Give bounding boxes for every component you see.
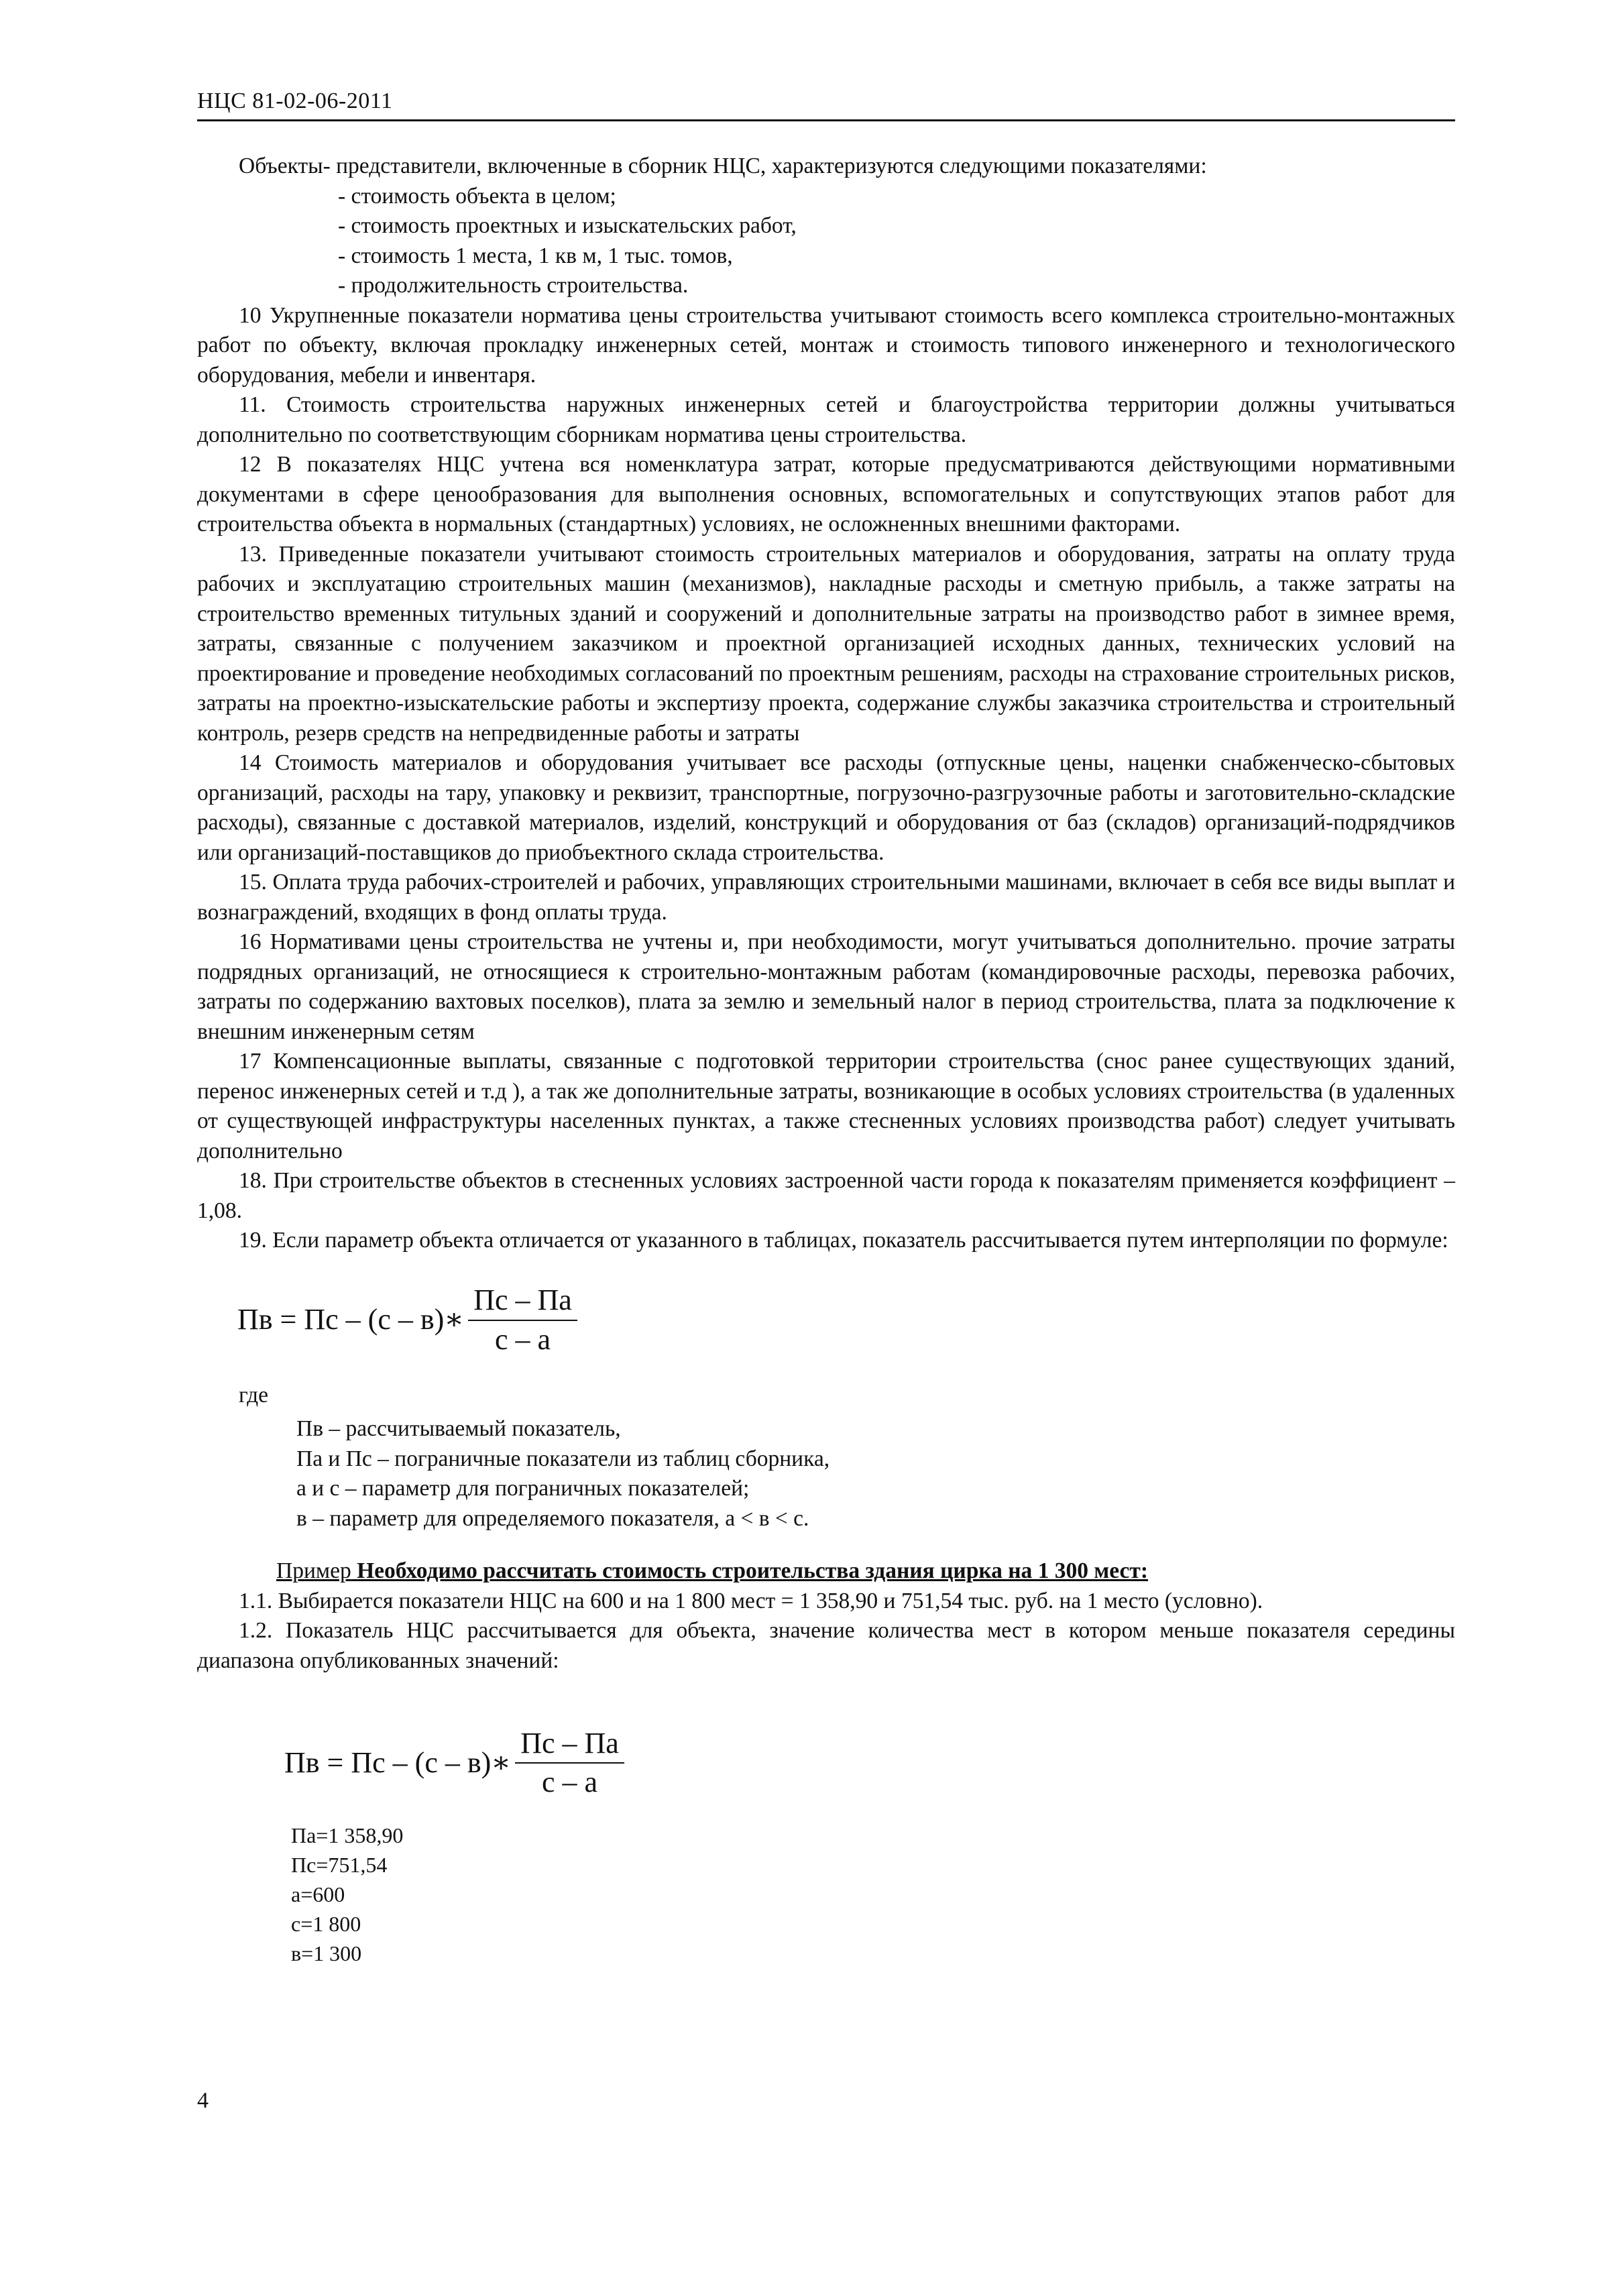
paragraph-16: 16 Нормативами цены строительства не учтены и, при необходимости, могут учитываться дополнительно. прочие затраты подрядных организаций, не относящиеся к строительно-монтажным работам (командировочные расходы, перевозка рабочих, затраты по содержанию вахтовых поселков), плата за землю и земельный налог в период строительства, плата за подключение к внешним инженерным сетям bbox=[197, 929, 1455, 1044]
paragraph-18: 18. При строительстве объектов в стесненных условиях застроенной части города к показателям применяется коэффициент – 1,08. bbox=[197, 1168, 1455, 1223]
example-heading bbox=[276, 1556, 1455, 1587]
paragraph-11: 11. Стоимость строительства наружных инженерных сетей и благоустройства территории должны учитываться дополнительно по соответствующим сборникам норматива цены строительства. bbox=[197, 392, 1455, 447]
indicator-item: - стоимость объекта в целом; bbox=[338, 183, 616, 209]
intro-paragraph: Объекты- представители, включенные в сборник НЦС, характеризуются следующими показателями: bbox=[239, 154, 1207, 178]
paragraph-15: 15. Оплата труда рабочих-строителей и рабочих, управляющих строительными машинами, включает в себя все виды выплат и вознаграждений, входящих в фонд оплаты труда. bbox=[197, 870, 1455, 925]
formula-numerator: Пс – Па bbox=[515, 1729, 624, 1764]
legend-item: Па и Пс – пограничные показатели из таблиц сборника, bbox=[296, 1446, 830, 1471]
paragraph-12: 12 В показателях НЦС учтена вся номенклатура затрат, которые предусматриваются действующими нормативными документами в сфере ценообразования для выполнения основных, вспомогательных и сопутствующих этапов работ для строительства объекта в нормальных (стандартных) условиях, не осложненных внешними факторами. bbox=[197, 452, 1455, 536]
formula-fraction bbox=[515, 1726, 624, 1798]
indicator-item: - стоимость проектных и изыскательских работ, bbox=[338, 213, 797, 238]
legend-item: в – параметр для определяемого показателя, а < в < с. bbox=[296, 1505, 809, 1531]
formula-lhs: Пв = Пс – (с – в)∗ bbox=[237, 1303, 465, 1336]
example-step-1: 1.1. Выбирается показатели НЦС на 600 и на 1 800 мест = 1 358,90 и 751,54 тыс. руб. на 1 место (условно). bbox=[239, 1588, 1263, 1613]
indicator-item: - стоимость 1 места, 1 кв м, 1 тыс. томов, bbox=[338, 243, 733, 268]
paragraph-13: 13. Приведенные показатели учитывают стоимость строительных материалов и оборудования, затраты на оплату труда рабочих и эксплуатацию строительных машин (механизмов), накладные расходы и сметную прибыль, а также затраты на строительство временных титульных зданий и сооружений и дополнительные затраты на производство работ в зимнее время, затраты, связанные с получением заказчиком и проектной организацией исходных данных, технических условий на проектирование и проведение необходимых согласований по проектным решениям, расходы на страхование строительных рисков, затраты на проектно-изыскательские работы и экспертизу проекта, содержание службы заказчика строительства и строительный контроль, резерв средств на непредвиденные работы и затраты bbox=[197, 541, 1455, 746]
example-label: Пример bbox=[276, 1558, 351, 1583]
example-title: Необходимо рассчитать стоимость строительства здания цирка на 1 300 мест: bbox=[357, 1558, 1149, 1583]
interpolation-formula bbox=[237, 1267, 1455, 1374]
example-formula bbox=[284, 1709, 1455, 1817]
indicator-list bbox=[197, 182, 1455, 301]
formula-numerator: Пс – Па bbox=[468, 1285, 577, 1321]
example-step-2: 1.2. Показатель НЦС рассчитывается для объекта, значение количества мест в котором меньше показателя середины диапазона опубликованных значений: bbox=[197, 1618, 1455, 1673]
where-label: где bbox=[239, 1382, 268, 1408]
formula-lhs: Пв = Пс – (с – в)∗ bbox=[284, 1745, 512, 1779]
paragraph-19: 19. Если параметр объекта отличается от указанного в таблицах, показатель рассчитывается путем интерполяции по формуле: bbox=[239, 1228, 1448, 1253]
paragraph-10: 10 Укрупненные показатели норматива цены строительства учитывают стоимость всего комплекса строительно-монтажных работ по объекту, включая прокладку инженерных сетей, монтаж и стоимость типового инженерного и технологического оборудования, мебели и инвентаря. bbox=[197, 302, 1455, 388]
paragraph-14: 14 Стоимость материалов и оборудования учитывает все расходы (отпускные цены, наценки снабженческо-сбытовых организаций, расходы на тару, упаковку и реквизит, транспортные, погрузочно-разгрузочные работы и заготовительно-складские расходы), связанные с доставкой материалов, изделий, конструкций и оборудования от баз (складов) организаций-подрядчиков или организаций-поставщиков до приобъектного склада строительства. bbox=[197, 750, 1455, 865]
value-item: Па=1 358,90 bbox=[291, 1823, 404, 1847]
legend-item: а и с – параметр для пограничных показателей; bbox=[296, 1476, 750, 1501]
paragraph-17: 17 Компенсационные выплаты, связанные с подготовкой территории строительства (снос ранее существующих зданий, перенос инженерных сетей и т.д ), а так же дополнительные затраты, возникающие в особых условиях строительства (в удаленных от существующей инфраструктуры населенных пунктах, а также стесненных условиях производства работ) следует учитывать дополнительно bbox=[197, 1049, 1455, 1163]
formula-denominator: с – а bbox=[541, 1766, 598, 1798]
formula-fraction bbox=[468, 1285, 577, 1355]
value-item: а=600 bbox=[291, 1882, 345, 1906]
value-item: с=1 800 bbox=[291, 1912, 361, 1936]
formula-denominator: с – а bbox=[494, 1322, 551, 1356]
document-code-header: НЦС 81-02-06-2011 bbox=[197, 89, 1455, 121]
formula-legend bbox=[296, 1414, 1455, 1534]
indicator-item: - продолжительность строительства. bbox=[338, 273, 689, 298]
legend-item: Пв – рассчитываемый показатель, bbox=[296, 1416, 621, 1441]
value-item: Пс=751,54 bbox=[291, 1853, 388, 1877]
value-item: в=1 300 bbox=[291, 1941, 362, 1965]
page-number: 4 bbox=[197, 2088, 209, 2113]
example-values bbox=[291, 1821, 1455, 1968]
document-body bbox=[197, 152, 1455, 1968]
